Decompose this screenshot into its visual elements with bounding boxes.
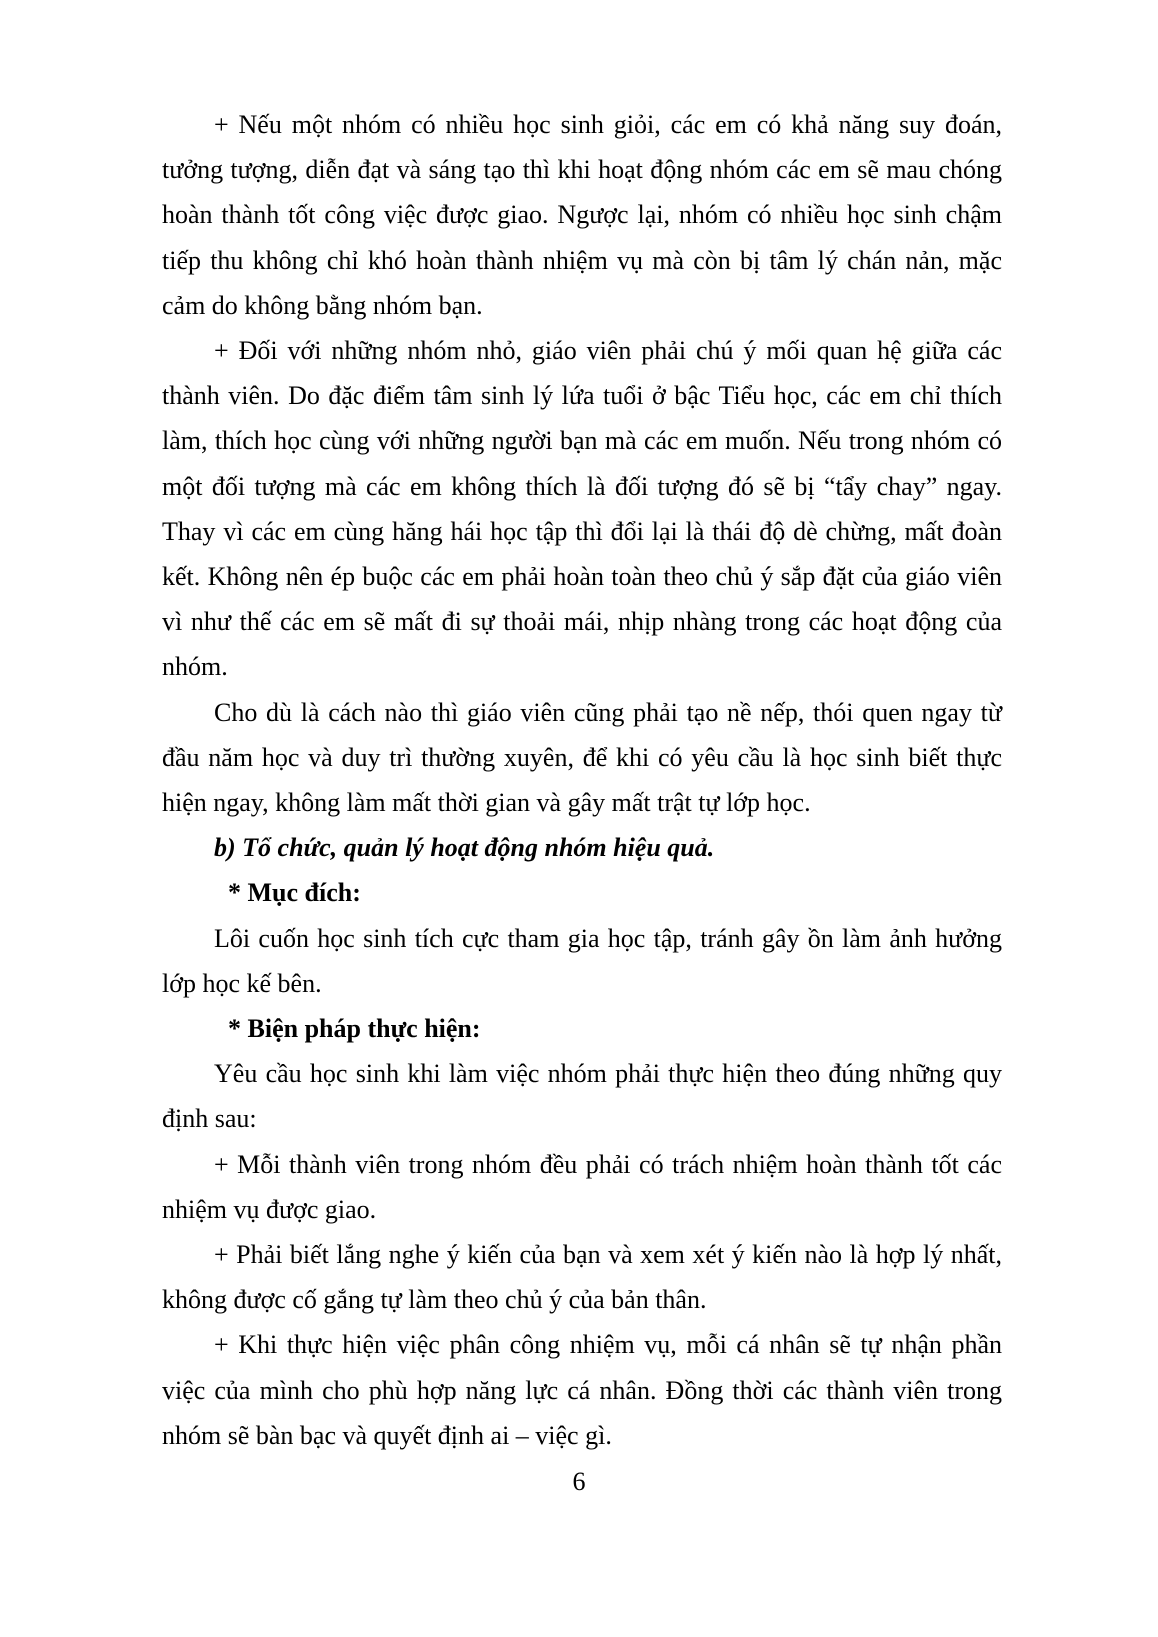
- paragraph-small-group: + Đối với những nhóm nhỏ, giáo viên phải chú ý mối quan hệ giữa các thành viên. Do đặc điểm tâm sinh lý lứa tuổi ở bậc Tiểu học, các em chỉ thích làm, thích học cùng với những người bạn mà các em muốn. Nếu trong nhóm có một đối tượng mà các em không thích là đối tượng đó sẽ bị “tẩy chay” ngay. Thay vì các em cùng hăng hái học tập thì đổi lại là thái độ dè chừng, mất đoàn kết. Không nên ép buộc các em phải hoàn toàn theo chủ ý sắp đặt của giáo viên vì như thế các em sẽ mất đi sự thoải mái, nhịp nhàng trong các hoạt động của nhóm.: [162, 336, 1002, 682]
- paragraph-routine: Cho dù là cách nào thì giáo viên cũng phải tạo nề nếp, thói quen ngay từ đầu năm học và duy trì thường xuyên, để khi có yêu cầu là học sinh biết thực hiện ngay, không làm mất thời gian và gây mất trật tự lớp học.: [162, 697, 1002, 818]
- page-content: [162, 102, 1002, 1458]
- purpose-heading: * Mục đích:: [228, 878, 361, 908]
- rule-item: + Phải biết lắng nghe ý kiến của bạn và xem xét ý kiến nào là hợp lý nhất, không được cố gắng tự làm theo chủ ý của bản thân.: [162, 1240, 1002, 1315]
- measures-heading: * Biện pháp thực hiện:: [228, 1014, 481, 1044]
- rule-item: + Khi thực hiện việc phân công nhiệm vụ, mỗi cá nhân sẽ tự nhận phần việc của mình cho phù hợp năng lực cá nhân. Đồng thời các thành viên trong nhóm sẽ bàn bạc và quyết định ai – việc gì.: [162, 1330, 1002, 1450]
- section-b-heading: b) Tổ chức, quản lý hoạt động nhóm hiệu quả.: [214, 833, 715, 863]
- rule-item: + Mỗi thành viên trong nhóm đều phải có trách nhiệm hoàn thành tốt các nhiệm vụ được giao.: [162, 1149, 1002, 1224]
- purpose-text: Lôi cuốn học sinh tích cực tham gia học tập, tránh gây ồn làm ảnh hưởng lớp học kế bên.: [162, 923, 1002, 998]
- measures-intro: Yêu cầu học sinh khi làm việc nhóm phải thực hiện theo đúng những quy định sau:: [162, 1059, 1002, 1134]
- page-number: 6: [572, 1467, 586, 1496]
- paragraph-strong-group: + Nếu một nhóm có nhiều học sinh giỏi, các em có khả năng suy đoán, tưởng tượng, diễn đạt và sáng tạo thì khi hoạt động nhóm các em sẽ mau chóng hoàn thành tốt công việc được giao. Ngược lại, nhóm có nhiều học sinh chậm tiếp thu không chỉ khó hoàn thành nhiệm vụ mà còn bị tâm lý chán nản, mặc cảm do không bằng nhóm bạn.: [162, 110, 1002, 320]
